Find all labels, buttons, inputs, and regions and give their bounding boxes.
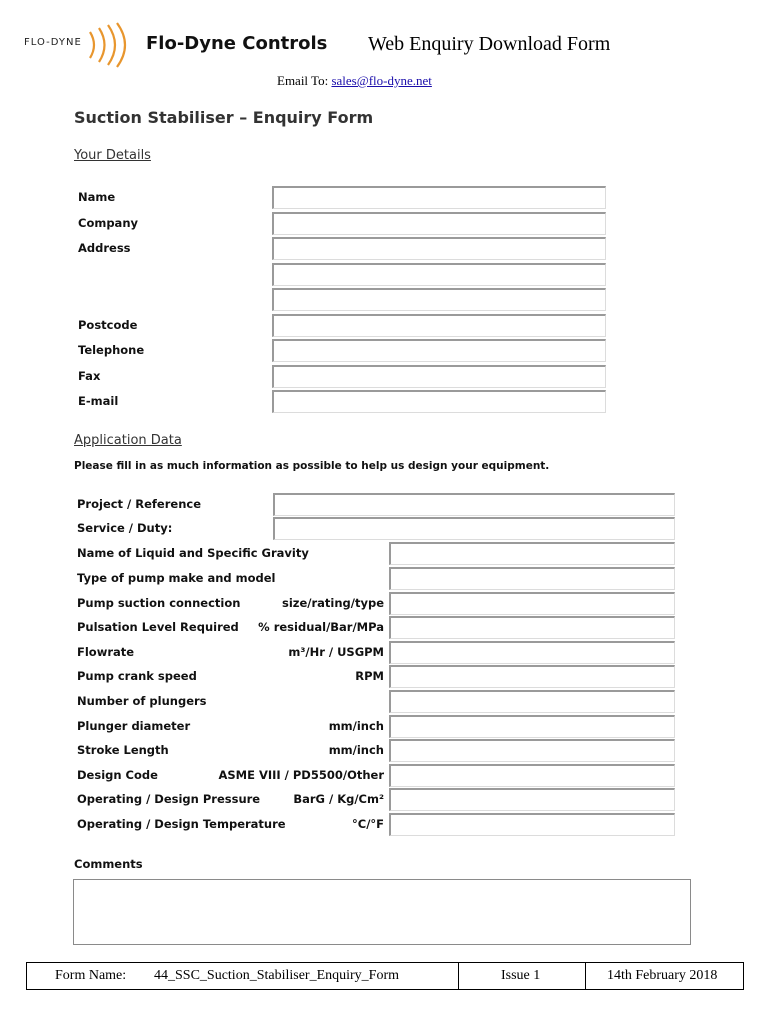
service-duty-input[interactable] xyxy=(273,517,675,540)
name-input[interactable] xyxy=(272,186,606,209)
logo-arcs-icon xyxy=(86,22,136,68)
row-label: Number of plungers xyxy=(77,694,207,708)
row-label: Flowrate xyxy=(77,645,135,659)
row-label: Type of pump make and model xyxy=(77,571,276,585)
address-input-2[interactable] xyxy=(272,263,606,286)
application-data-heading: Application Data xyxy=(74,433,182,448)
application-note: Please fill in as much information as possible to help us design your equipment. xyxy=(74,460,550,472)
design-code-input[interactable] xyxy=(389,764,675,787)
row-unit: ASME VIII / PD5500/Other xyxy=(218,768,384,782)
fax-input[interactable] xyxy=(272,365,606,388)
form-heading: Suction Stabiliser – Enquiry Form xyxy=(74,108,374,127)
footer-divider xyxy=(585,963,586,989)
row-unit: mm/inch xyxy=(328,743,384,757)
stroke-length-input[interactable] xyxy=(389,739,675,762)
row-label: Name of Liquid and Specific Gravity xyxy=(77,546,309,560)
email-link[interactable]: sales@flo-dyne.net xyxy=(331,73,432,88)
email-label: E-mail xyxy=(78,394,119,408)
design-temperature-input[interactable] xyxy=(389,813,675,836)
design-pressure-input[interactable] xyxy=(389,788,675,811)
comments-textarea[interactable] xyxy=(73,879,691,945)
address-input-3[interactable] xyxy=(272,288,606,311)
row-label: Pump crank speed xyxy=(77,669,197,683)
your-details-heading: Your Details xyxy=(74,148,151,163)
row-label: Stroke Length xyxy=(77,743,169,757)
row-label: Pulsation Level Required xyxy=(77,620,239,634)
row-unit: RPM xyxy=(355,669,384,683)
row-label: Operating / Design Pressure xyxy=(77,792,261,806)
company-input[interactable] xyxy=(272,212,606,235)
row-unit: m³/Hr / USGPM xyxy=(288,645,384,659)
footer-form-name: 44_SSC_Suction_Stabiliser_Enquiry_Form xyxy=(154,968,400,983)
liquid-gravity-input[interactable] xyxy=(389,542,675,565)
brand-name: Flo-Dyne Controls xyxy=(146,33,328,54)
footer-date: 14th February 2018 xyxy=(607,968,718,983)
row-label: Design Code xyxy=(77,768,158,782)
plunger-diameter-input[interactable] xyxy=(389,715,675,738)
logo-text: FLO-DYNE xyxy=(24,37,82,48)
telephone-input[interactable] xyxy=(272,339,606,362)
plungers-input[interactable] xyxy=(389,690,675,713)
page-title: Web Enquiry Download Form xyxy=(368,33,611,55)
row-label: Project / Reference xyxy=(77,497,201,511)
flowrate-input[interactable] xyxy=(389,641,675,664)
row-unit: mm/inch xyxy=(328,719,384,733)
address-input-1[interactable] xyxy=(272,237,606,260)
email-input[interactable] xyxy=(272,390,606,413)
row-label: Pump suction connection xyxy=(77,596,241,610)
project-reference-input[interactable] xyxy=(273,493,675,516)
company-label: Company xyxy=(78,216,138,230)
postcode-label: Postcode xyxy=(78,318,138,332)
address-label: Address xyxy=(78,241,131,255)
pulsation-level-input[interactable] xyxy=(389,616,675,639)
footer-table xyxy=(26,962,744,990)
row-label: Plunger diameter xyxy=(77,719,191,733)
telephone-label: Telephone xyxy=(78,343,145,357)
comments-label: Comments xyxy=(74,857,143,871)
row-label: Operating / Design Temperature xyxy=(77,817,286,831)
name-label: Name xyxy=(78,190,116,204)
postcode-input[interactable] xyxy=(272,314,606,337)
row-unit: % residual/Bar/MPa xyxy=(258,620,384,634)
footer-divider xyxy=(458,963,459,989)
fax-label: Fax xyxy=(78,369,101,383)
row-unit: °C/°F xyxy=(352,817,384,831)
row-unit: size/rating/type xyxy=(282,596,384,610)
email-line xyxy=(277,73,432,89)
footer-issue: Issue 1 xyxy=(501,968,541,983)
crank-speed-input[interactable] xyxy=(389,665,675,688)
pump-model-input[interactable] xyxy=(389,567,675,590)
row-unit: BarG / Kg/Cm² xyxy=(293,792,384,806)
email-prefix: Email To: xyxy=(277,73,332,88)
row-label: Service / Duty: xyxy=(77,521,173,535)
footer-form-name-label: Form Name: xyxy=(55,968,127,983)
suction-connection-input[interactable] xyxy=(389,592,675,615)
